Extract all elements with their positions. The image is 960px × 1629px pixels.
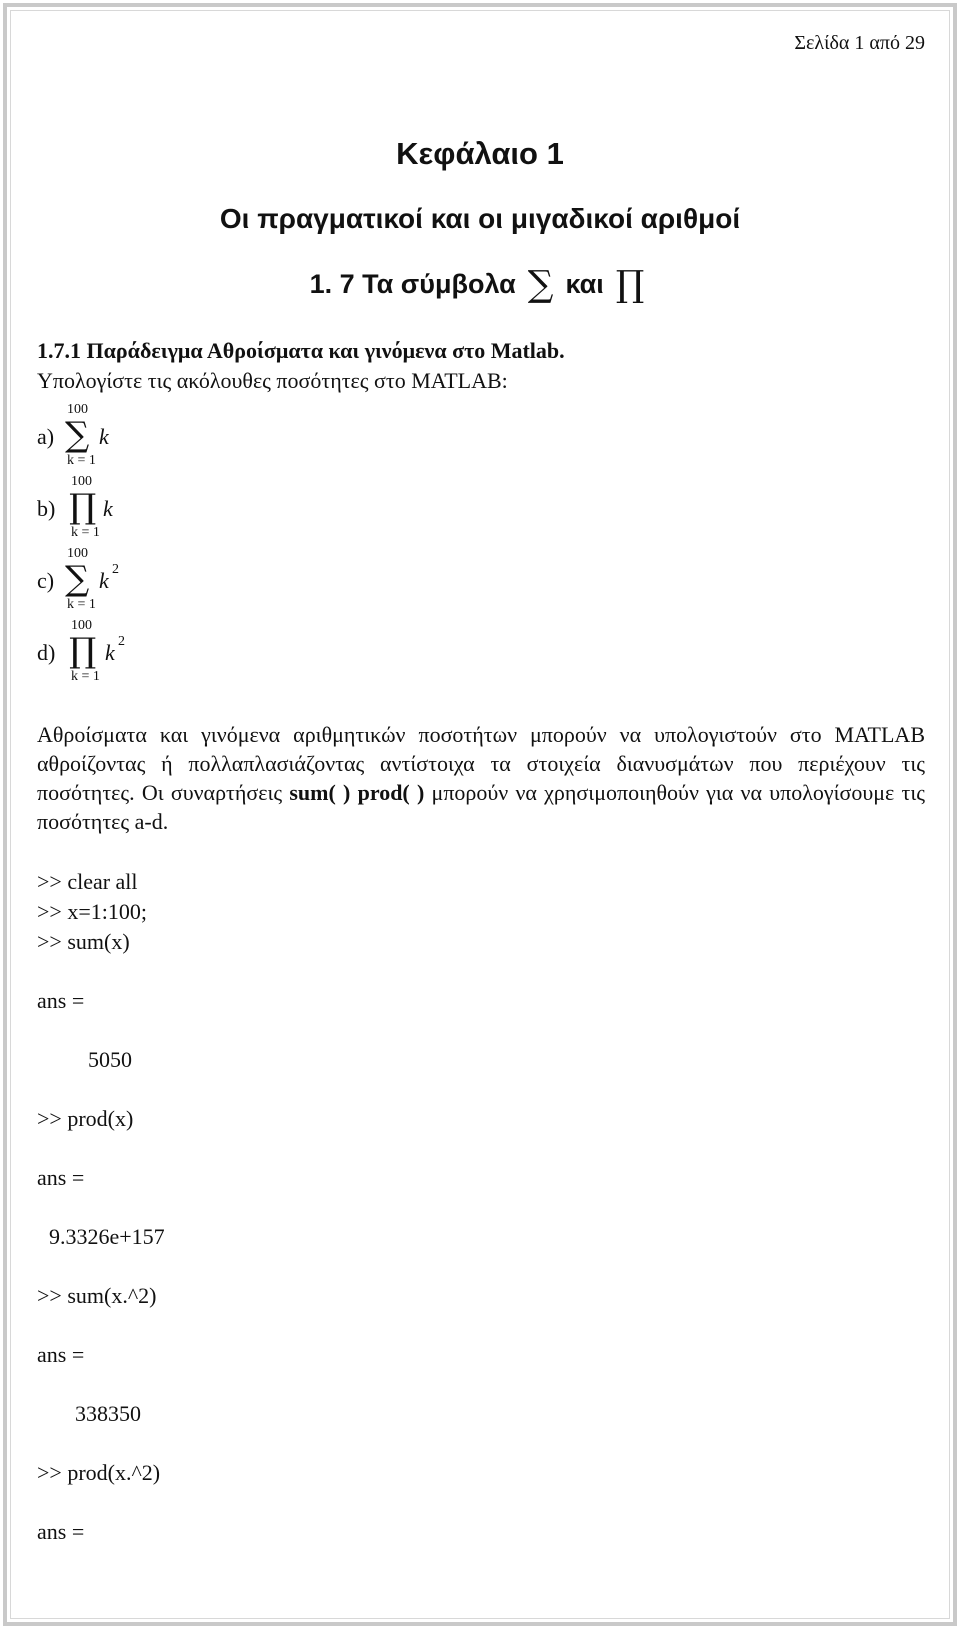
prod-operator-d: ∏ [69,631,97,671]
code-line: ans = [37,1519,85,1544]
item-power-c: 2 [112,562,119,577]
item-term-c: k [99,568,109,593]
item-power-d: 2 [118,634,125,649]
code-line: >> prod(x.^2) [37,1460,161,1485]
code-line: ans = [37,1165,85,1190]
page-number: Σελίδα 1 από 29 [794,32,925,54]
item-upper-b: 100 [71,474,92,489]
product-symbol: ∏ [615,264,645,305]
item-lower-a: k = 1 [67,453,96,468]
code-output: 338350 [75,1401,141,1426]
item-lower-b: k = 1 [71,525,100,540]
item-term-d: k [105,640,115,665]
code-line: >> sum(x.^2) [37,1283,157,1308]
sum-symbol: ∑ [527,264,554,305]
intro-text: Υπολογίστε τις ακόλουθες ποσότητες στο MATLAB: [37,368,508,393]
code-line: ans = [37,988,85,1013]
chapter-title: Κεφάλαιο 1 [396,136,564,171]
section-title [0,264,960,305]
code-line: ans = [37,1342,85,1367]
item-label-c: c) [37,568,55,593]
item-label-b: b) [37,496,56,521]
code-output: 9.3326e+157 [49,1224,165,1249]
item-upper-d: 100 [71,618,92,633]
item-lower-c: k = 1 [67,597,96,612]
item-upper-a: 100 [67,402,88,417]
item-upper-c: 100 [67,546,88,561]
sum-operator-c: ∑ [65,559,90,599]
function-prod: prod( ) [357,780,425,805]
subsection-title: 1.7.1 Παράδειγμα Αθροίσματα και γινόμενα στο Matlab. [37,338,565,363]
item-term-b: k [103,496,113,521]
item-lower-d: k = 1 [71,669,100,684]
body-paragraph [37,720,925,836]
sum-operator-a: ∑ [65,415,90,455]
item-label-a: a) [37,424,55,449]
paragraph-text-1: Αθροίσματα και γινόμενα αριθμητικών ποσοτήτων μπορούν να υπολογιστούν στο MATLAB αθροίζοντας ή πολλαπλασιάζοντας αντίστοιχα τα στοιχεία διανυσμάτων που περιέχουν τις ποσότητες. Οι συναρτήσεις [37,722,925,805]
section-conjunction: και [565,269,604,299]
prod-operator-b: ∏ [69,487,97,527]
function-sum: sum( ) [289,780,351,805]
item-label-d: d) [37,640,56,665]
chapter-subtitle: Οι πραγματικοί και οι μιγαδικοί αριθμοί [219,203,741,234]
code-line: >> sum(x) [37,929,130,954]
section-prefix: 1. 7 Τα σύμβολα [309,269,516,299]
code-line: >> x=1:100; [37,899,147,924]
paragraph-text-2: μπορούν να χρησιμοποιηθούν για να υπολογίσουμε τις ποσότητες a-d. [37,780,925,834]
code-output: 5050 [88,1047,132,1072]
item-term-a: k [99,424,109,449]
code-line: >> clear all [37,869,138,894]
code-line: >> prod(x) [37,1106,134,1131]
